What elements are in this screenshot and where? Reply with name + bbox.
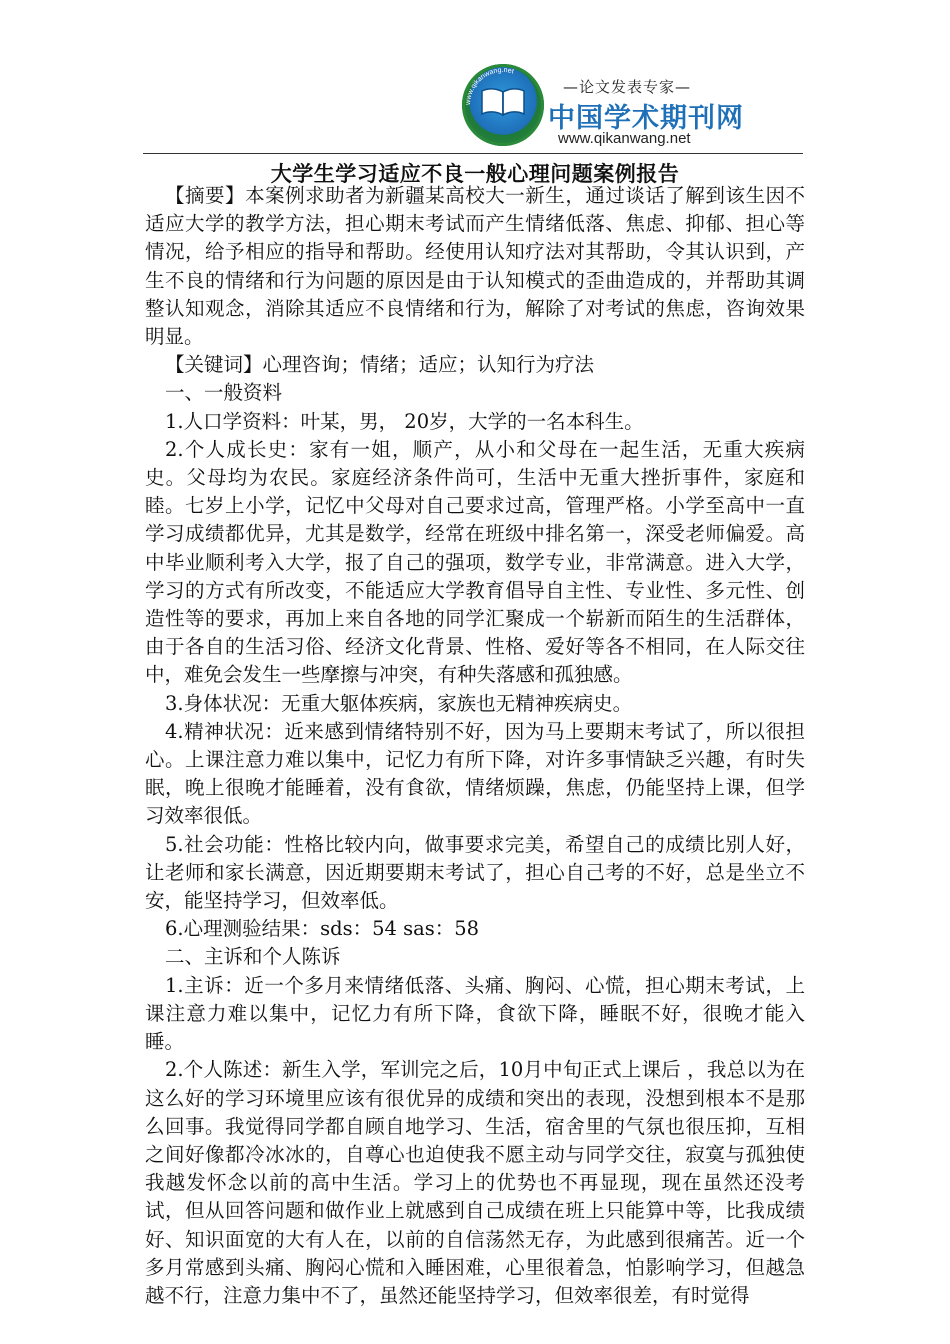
document-body bbox=[145, 182, 805, 1310]
logo-slogan: —论文发表专家— bbox=[563, 78, 692, 96]
body-paragraph: 6.心理测验结果：sds：54 sas：58 bbox=[165, 917, 480, 941]
open-book-icon bbox=[480, 86, 526, 118]
body-paragraph: 1.人口学资料：叶某，男， 20岁，大学的一名本科生。 bbox=[165, 409, 644, 433]
body-paragraph: 3.身体状况：无重大躯体疾病，家族也无精神疾病史。 bbox=[165, 691, 633, 715]
body-paragraph: 2.个人成长史：家有一姐，顺产，从小和父母在一起生活，无重大疾病史。父母均为农民。家庭经济条件尚可，生活中无重大挫折事件，家庭和睦。七岁上小学，记忆中父母对自己要求过高，管理严格。小学至高中一直学习成绩都优异，尤其是数学，经常在班级中排名第一，深受老师偏爱。高中毕业顺利考入大学，报了自己的强项，数学专业，非常满意。进入大学，学习的方式有所改变，不能适应大学教育倡导自主性、专业性、多元性、创造性等的要求，再加上来自各地的同学汇聚成一个崭新而陌生的生活群体，由于各自的生活习俗、经济文化背景、性格、爱好等各不相同，在人际交往中，难免会发生一些摩擦与冲突，有种失落感和孤独感。 bbox=[145, 437, 805, 687]
page-header bbox=[0, 0, 950, 155]
logo-url: www.qikanwang.net bbox=[558, 130, 691, 147]
body-paragraph: 5.社会功能：性格比较内向，做事要求完美，希望自己的成绩比别人好，让老师和家长满意，因近期要期末考试了，担心自己考的不好，总是坐立不安，能坚持学习，但效率低。 bbox=[145, 832, 805, 913]
keywords-paragraph: 【关键词】心理咨询；情绪；适应；认知行为疗法 bbox=[165, 353, 595, 377]
svg-text:www.qikanwang.net: www.qikanwang.net bbox=[464, 66, 515, 106]
body-paragraph: 1.主诉：近一个多月来情绪低落、头痛、胸闷、心慌，担心期末考试，上课注意力难以集中，记忆力有所下降，食欲下降，睡眠不好，很晚才能入睡。 bbox=[145, 973, 805, 1054]
section-heading: 一、一般资料 bbox=[165, 381, 283, 405]
document-title: 大学生学习适应不良一般心理问题案例报告 bbox=[270, 162, 680, 186]
header-divider bbox=[143, 153, 803, 154]
abstract-paragraph: 【摘要】本案例求助者为新疆某高校大一新生，通过谈话了解到该生因不适应大学的教学方法，担心期末考试而产生情绪低落、焦虑、抑郁、担心等情况，给予相应的指导和帮助。经使用认知疗法对其帮助，令其认识到，产生不良的情绪和行为问题的原因是由于认知模式的歪曲造成的，并帮助其调整认知观念，消除其适应不良情绪和行为，解除了对考试的焦虑，咨询效果明显。 bbox=[145, 184, 805, 349]
body-paragraph: 2.个人陈述：新生入学，军训完之后，10月中旬正式上课后 ，我总以为在这么好的学习环境里应该有很优异的成绩和突出的表现，没想到根本不是那么回事。我觉得同学都自顾自地学习、生活，宿舍里的气氛也很压抑，互相之间好像都冷冰冰的，自尊心也迫使我不愿主动与同学交往，寂寞与孤独使我越发怀念以前的高中生活。学习上的优势也不再显现，现在虽然还没考试，但从回答问题和做作业上就感到自己成绩在班上只能算中等，比我成绩好、知识面宽的大有人在，以前的自信荡然无存，为此感到很痛苦。近一个多月常感到头痛、胸闷心慌和入睡困难，心里很着急，怕影响学习，但越急越不行，注意力集中不了，虽然还能坚持学习，但效率很差，有时觉得 bbox=[145, 1058, 805, 1307]
body-paragraph: 4.精神状况：近来感到情绪特别不好，因为马上要期末考试了，所以很担心。上课注意力难以集中，记忆力有所下降，对许多事情缺乏兴趣，有时失眠，晚上很晚才能睡着，没有食欲，情绪烦躁，焦虑，仍能坚持上课，但学习效率很低。 bbox=[145, 719, 805, 828]
section-heading: 二、主诉和个人陈诉 bbox=[165, 945, 341, 969]
logo-name: 中国学术期刊网 bbox=[548, 103, 744, 134]
